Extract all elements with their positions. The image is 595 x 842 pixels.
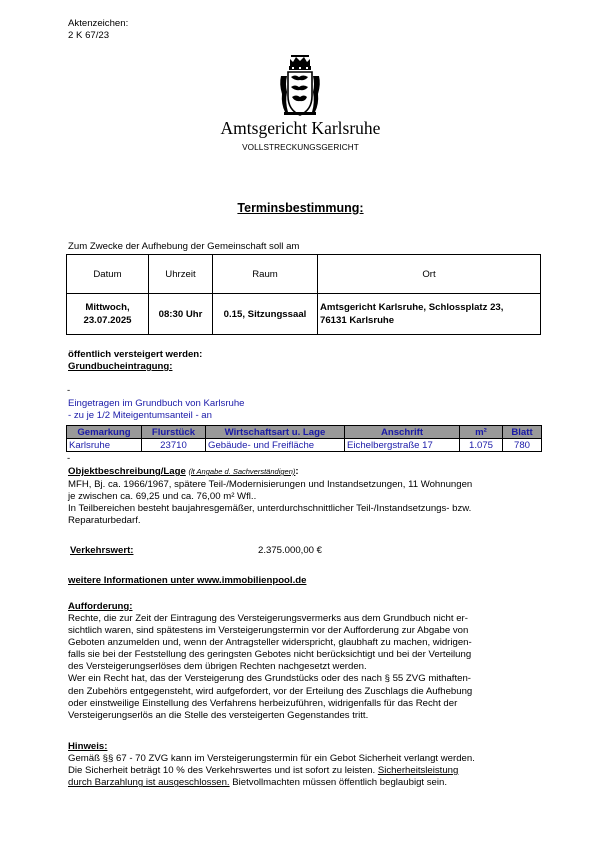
verkehrswert-label: Verkehrswert: — [70, 545, 134, 556]
aktenzeichen-value: 2 K 67/23 — [68, 30, 110, 41]
grundbuch-heading: Grundbucheintragung: — [68, 361, 173, 372]
cell-datum — [67, 294, 149, 335]
header-m2: m² — [460, 426, 503, 439]
cell-ort — [318, 294, 541, 335]
hinweis-line2-text: Die Sicherheit beträgt 10 % des Verkehrswertes und ist sofort zu leisten. — [68, 765, 378, 777]
table-row — [67, 439, 542, 452]
cell-blatt: 780 — [503, 439, 542, 452]
aufforderung-line: Rechte, die zur Zeit der Eintragung des Versteigerungsvermerks aus dem Grundbuch nicht er- — [68, 613, 468, 624]
cell-raum: 0.15, Sitzungssaal — [213, 294, 318, 335]
cell-m2: 1.075 — [460, 439, 503, 452]
grundbuch-header-row — [67, 426, 542, 439]
aktenzeichen-label: Aktenzeichen: — [68, 18, 129, 29]
aufforderung-line: falls sie bei der Feststellung des geringsten Gebotes nicht berücksichtigt und bei der Verteilung — [68, 649, 472, 661]
header-uhrzeit: Uhrzeit — [149, 255, 213, 294]
aufforderung-line: oder einstweilige Einstellung des Verfahrens herbeizuführen, widrigenfalls für das Recht der — [68, 697, 458, 709]
cell-anschrift: Eichelbergstraße 17 — [345, 439, 460, 452]
grundbuch-info — [68, 398, 245, 422]
objekt-heading-colon: : — [295, 466, 299, 477]
cell-flurstueck: 23710 — [142, 439, 206, 452]
objekt-description — [68, 479, 543, 527]
hinweis-line2 — [68, 765, 542, 777]
cell-wirtschaftsart: Gebäude- und Freifläche — [206, 439, 345, 452]
header-datum: Datum — [67, 255, 149, 294]
header-flurstueck: Flurstück — [142, 426, 206, 439]
court-name: Amtsgericht Karlsruhe — [220, 118, 381, 138]
hinweis-line3-text: Bietvollmachten müssen öffentlich beglaubigt sein. — [229, 777, 448, 789]
header-wirtschaftsart: Wirtschaftsart u. Lage — [206, 426, 345, 439]
objekt-line: je zwischen ca. 69,25 und ca. 76,00 m² Wfl.. — [68, 491, 257, 502]
termin-header-row — [67, 255, 541, 294]
aufforderung-line: des Versteigerungserlöses dem übrigen Rechten nachgesetzt werden. — [68, 661, 367, 673]
grundbuch-line2: - zu je 1/2 Miteigentumsanteil - an — [68, 410, 212, 421]
aufforderung-line: den Zubehörs entgegensteht, wird aufgefordert, vor der Erteilung des Zuschlags die Aufhebung — [68, 685, 473, 697]
header-anschrift: Anschrift — [345, 426, 460, 439]
objekt-heading-note: (lt Angabe d. Sachverständigen) — [188, 467, 296, 476]
weitere-info-link[interactable]: weitere Informationen unter www.immobilienpool.de — [68, 575, 307, 586]
termin-table — [66, 254, 541, 335]
aufforderung-line: Versteigerungserlös an die Stelle des versteigerten Gegenstandes tritt. — [68, 709, 369, 721]
hinweis-heading: Hinweis: — [68, 741, 108, 752]
objekt-heading-label: Objektbeschreibung/Lage — [68, 466, 186, 477]
header-blatt: Blatt — [503, 426, 542, 439]
aufforderung-text — [68, 613, 538, 722]
hinweis-sicherheit-underlined: Sicherheitsleistung — [377, 765, 459, 777]
aufforderung-line: Geboten anzumelden und, wenn der Antragsteller widerspricht, glaubhaft zu machen, widrigen- — [68, 637, 472, 649]
aufforderung-line: Wer ein Recht hat, das der Versteigerung des Grundstücks oder des nach § 55 ZVG mithaften- — [68, 673, 471, 685]
objekt-line: In Teilbereichen besteht baujahresgemäßer, unterdurchschnittlicher Teil-/Instandsetzungs- bzw. — [68, 503, 472, 514]
hinweis-line1: Gemäß §§ 67 - 70 ZVG kann im Versteigerungstermin für ein Gebot Sicherheit verlangt werden. — [68, 753, 475, 764]
hinweis-barzahlung-underlined: durch Barzahlung ist ausgeschlossen. — [68, 777, 230, 789]
hinweis-line3 — [68, 777, 542, 789]
page-title: Terminsbestimmung: — [237, 201, 364, 215]
datum-date: 23.07.2025 — [83, 315, 132, 326]
header-gemarkung: Gemarkung — [67, 426, 142, 439]
aufforderung-heading: Aufforderung: — [68, 601, 133, 612]
objekt-line: MFH, Bj. ca. 1966/1967, spätere Teil-/Modernisierungen und Instandsetzungen, 11 Wohnungen — [68, 479, 473, 490]
cell-uhrzeit: 08:30 Uhr — [149, 294, 213, 335]
grundbuch-line1: Eingetragen im Grundbuch von Karlsruhe — [68, 398, 245, 409]
intro-text: Zum Zwecke der Aufhebung der Gemeinschaft soll am — [68, 241, 300, 252]
header-ort: Ort — [318, 255, 541, 294]
aktenzeichen — [68, 18, 128, 42]
ort-line1: Amtsgericht Karlsruhe, Schlossplatz 23, — [320, 302, 504, 313]
verkehrswert-value: 2.375.000,00 € — [258, 545, 323, 556]
datum-weekday: Mittwoch, — [85, 302, 130, 313]
court-department: VOLLSTRECKUNGSGERICHT — [242, 143, 359, 152]
header-raum: Raum — [213, 255, 318, 294]
cell-gemarkung: Karlsruhe — [67, 439, 142, 452]
aufforderung-line: sichtlich waren, sind spätestens im Versteigerungstermin vor der Aufforderung zur Abgabe von — [68, 625, 469, 637]
termin-row — [67, 294, 541, 335]
objekt-line: Reparaturbedarf. — [68, 515, 141, 526]
dash-marker: - — [67, 453, 71, 464]
grundbuch-table — [66, 425, 542, 452]
ort-line2: 76131 Karlsruhe — [320, 315, 395, 326]
versteigert-text: öffentlich versteigert werden: — [68, 349, 203, 360]
baden-wuerttemberg-coat-of-arms-icon — [279, 54, 321, 118]
dash-marker: - — [67, 385, 71, 396]
objekt-heading — [68, 466, 299, 477]
hinweis-text — [68, 753, 542, 789]
